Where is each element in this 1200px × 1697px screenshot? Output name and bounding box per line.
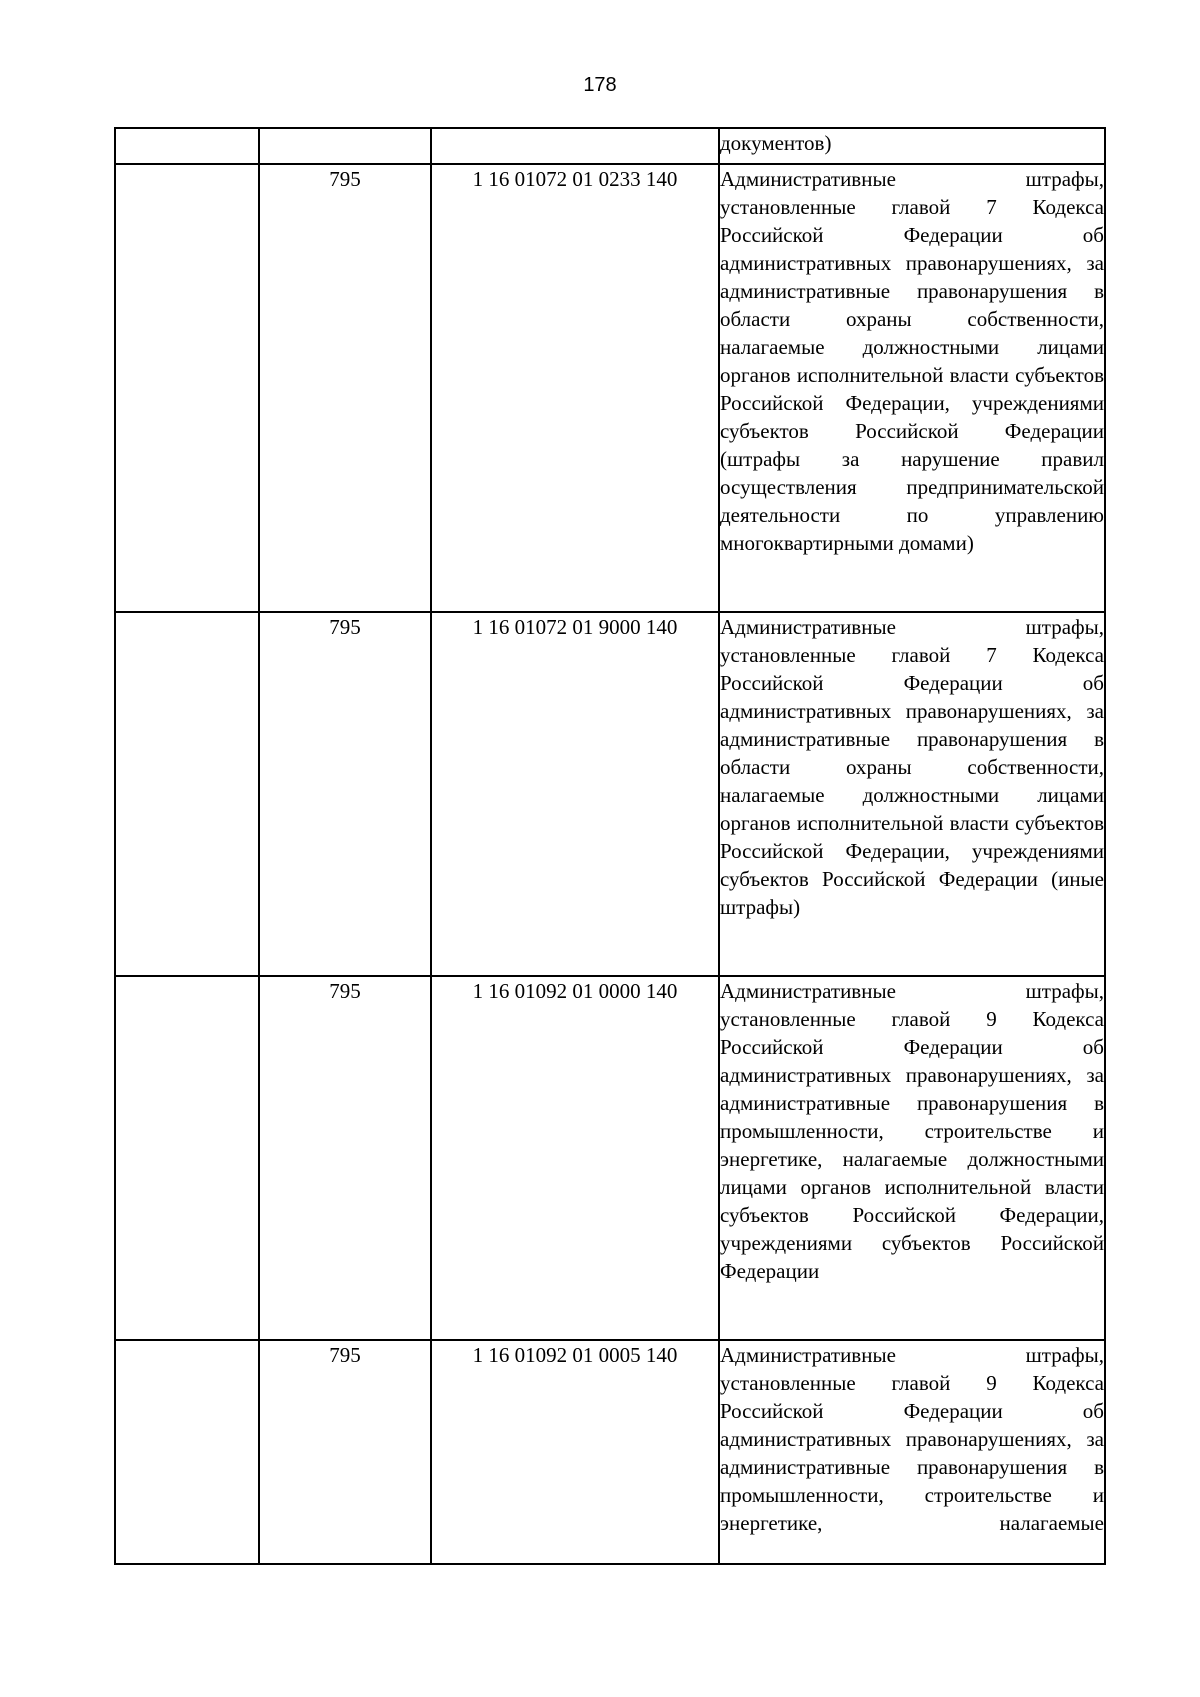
admin-code-cell: 795 xyxy=(259,1340,431,1564)
description-cell: Административные штрафы, установленные главой 7 Кодекса Российской Федерации об административных правонарушениях, за административные правонарушения в области охраны собственности, налагаемые должностными лицами органов исполнительной власти субъектов Российской Федерации, учреждениями субъектов Российской Федерации (штрафы за нарушение правил осуществления предпринимательской деятельности по управлению многоквартирными домами) xyxy=(719,164,1105,612)
admin-code-cell: 795 xyxy=(259,164,431,612)
budget-code-cell xyxy=(431,128,719,164)
table-row-continuation xyxy=(115,128,1105,164)
table-row xyxy=(115,164,1105,612)
empty-cell xyxy=(115,128,259,164)
description-cell: Административные штрафы, установленные главой 9 Кодекса Российской Федерации об административных правонарушениях, за административные правонарушения в промышленности, строительстве и энергетике, налагаемые xyxy=(719,1340,1105,1564)
budget-code-cell: 1 16 01092 01 0000 140 xyxy=(431,976,719,1340)
description-cell: Административные штрафы, установленные главой 7 Кодекса Российской Федерации об административных правонарушениях, за административные правонарушения в области охраны собственности, налагаемые должностными лицами органов исполнительной власти субъектов Российской Федерации, учреждениями субъектов Российской Федерации (иные штрафы) xyxy=(719,612,1105,976)
admin-code-cell xyxy=(259,128,431,164)
admin-code-cell: 795 xyxy=(259,976,431,1340)
table-row xyxy=(115,612,1105,976)
table-row xyxy=(115,1340,1105,1564)
admin-code-cell: 795 xyxy=(259,612,431,976)
budget-code-cell: 1 16 01072 01 0233 140 xyxy=(431,164,719,612)
description-cell: Административные штрафы, установленные главой 9 Кодекса Российской Федерации об административных правонарушениях, за административные правонарушения в промышленности, строительстве и энергетике, налагаемые должностными лицами органов исполнительной власти субъектов Российской Федерации, учреждениями субъектов Российской Федерации xyxy=(719,976,1105,1340)
budget-codes-table xyxy=(114,127,1106,1565)
budget-code-cell: 1 16 01072 01 9000 140 xyxy=(431,612,719,976)
empty-cell xyxy=(115,612,259,976)
empty-cell xyxy=(115,976,259,1340)
table-row xyxy=(115,976,1105,1340)
description-cell: документов) xyxy=(719,128,1105,164)
empty-cell xyxy=(115,1340,259,1564)
empty-cell xyxy=(115,164,259,612)
budget-code-cell: 1 16 01092 01 0005 140 xyxy=(431,1340,719,1564)
page-number: 178 xyxy=(583,74,617,96)
